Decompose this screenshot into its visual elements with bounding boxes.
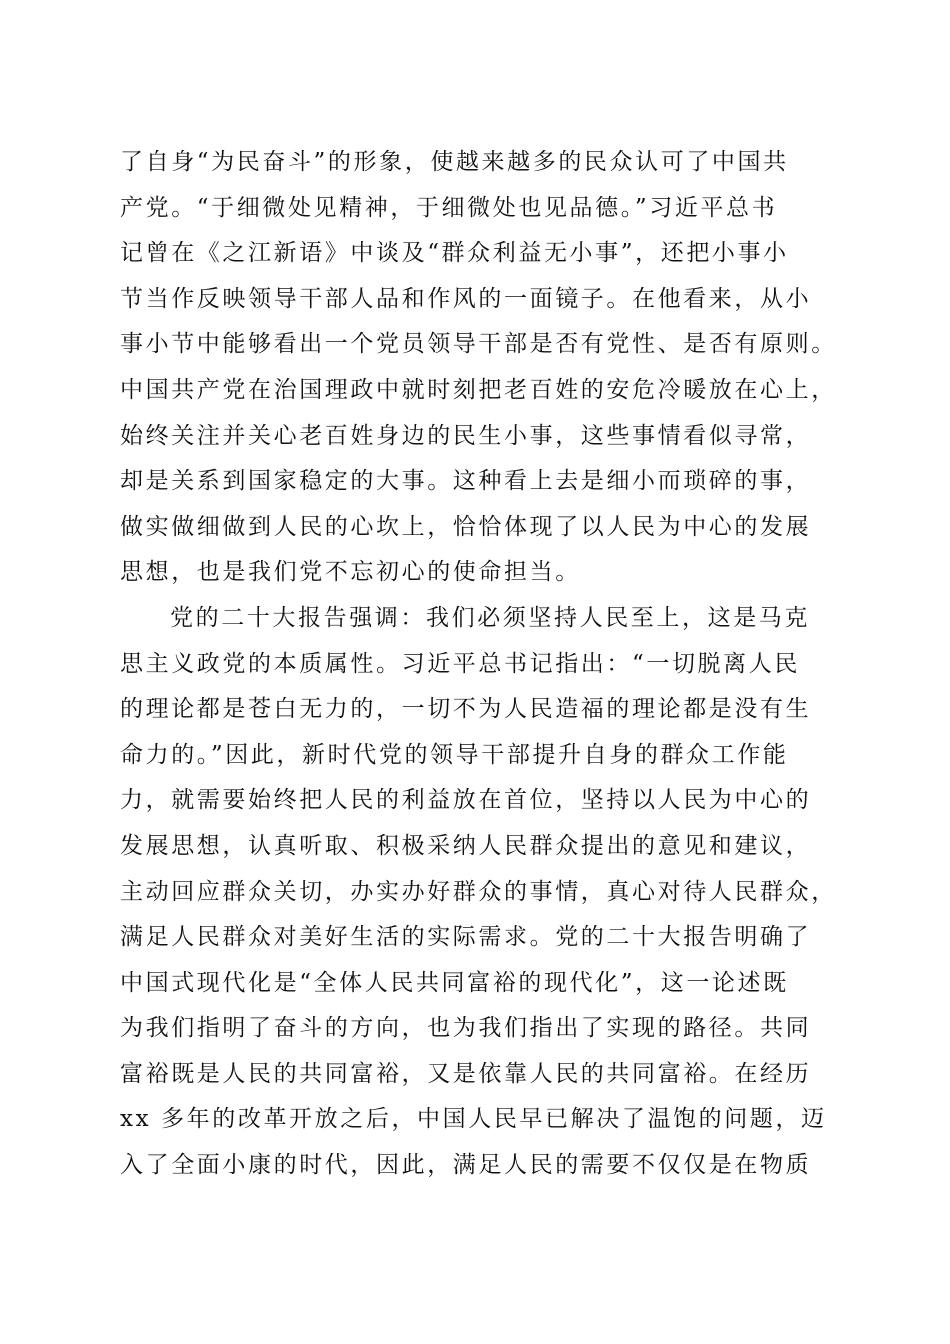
text-line: 力，就需要始终把人民的利益放在首位，坚持以人民为中心的 <box>120 787 812 814</box>
text-line: 产党。“于细微处见精神，于细微处也见品德。”习近平总书 <box>120 194 778 221</box>
text-line: 命力的。”因此，新时代党的领导干部提升自身的群众工作能 <box>120 741 789 768</box>
text-line: 满足人民群众对美好生活的实际需求。党的二十大报告明确了 <box>120 924 812 951</box>
text-line: 始终关注并关心老百姓身边的民生小事，这些事情看似寻常， <box>120 422 812 449</box>
text-line: 记曾在《之江新语》中谈及“群众利益无小事”，还把小事小 <box>120 240 789 267</box>
text-line: 的理论都是苍白无力的，一切不为人民造福的理论都是没有生 <box>120 696 812 723</box>
text-line: 却是关系到国家稳定的大事。这种看上去是细小而琐碎的事， <box>120 468 812 495</box>
text-line: 中国共产党在治国理政中就时刻把老百姓的安危冷暖放在心上， <box>120 376 837 403</box>
text-line: 思想，也是我们党不忘初心的使命担当。 <box>120 559 581 586</box>
text-line: 思主义政党的本质属性。习近平总书记指出：“一切脱离人民 <box>120 650 800 677</box>
text-line: 做实做细做到人民的心坎上，恰恰体现了以人民为中心的发展 <box>120 513 812 540</box>
paragraph-start-line: 党的二十大报告强调：我们必须坚持人民至上，这是马克 <box>170 604 810 631</box>
text-line: 入了全面小康的时代，因此，满足人民的需要不仅仅是在物质 <box>120 1152 812 1179</box>
text-line: 为我们指明了奋斗的方向，也为我们指出了实现的路径。共同 <box>120 1015 812 1042</box>
text-line: 富裕既是人民的共同富裕，又是依靠人民的共同富裕。在经历 <box>120 1060 812 1087</box>
text-line: 发展思想，认真听取、积极采纳人民群众提出的意见和建议， <box>120 832 812 859</box>
text-line: xx 多年的改革开放之后，中国人民早已解决了温饱的问题，迈 <box>120 1106 827 1133</box>
text-line: 主动回应群众关切，办实办好群众的事情，真心对待人民群众， <box>120 878 837 905</box>
text-line: 中国式现代化是“全体人民共同富裕的现代化”，这一论述既 <box>120 969 789 996</box>
text-line: 了自身“为民奋斗”的形象，使越来越多的民众认可了中国共 <box>120 149 789 175</box>
text-line: 事小节中能够看出一个党员领导干部是否有党性、是否有原则。 <box>120 331 837 358</box>
text-line: 节当作反映领导干部人品和作风的一面镜子。在他看来，从小 <box>120 285 812 312</box>
body-text <box>120 140 835 1189</box>
